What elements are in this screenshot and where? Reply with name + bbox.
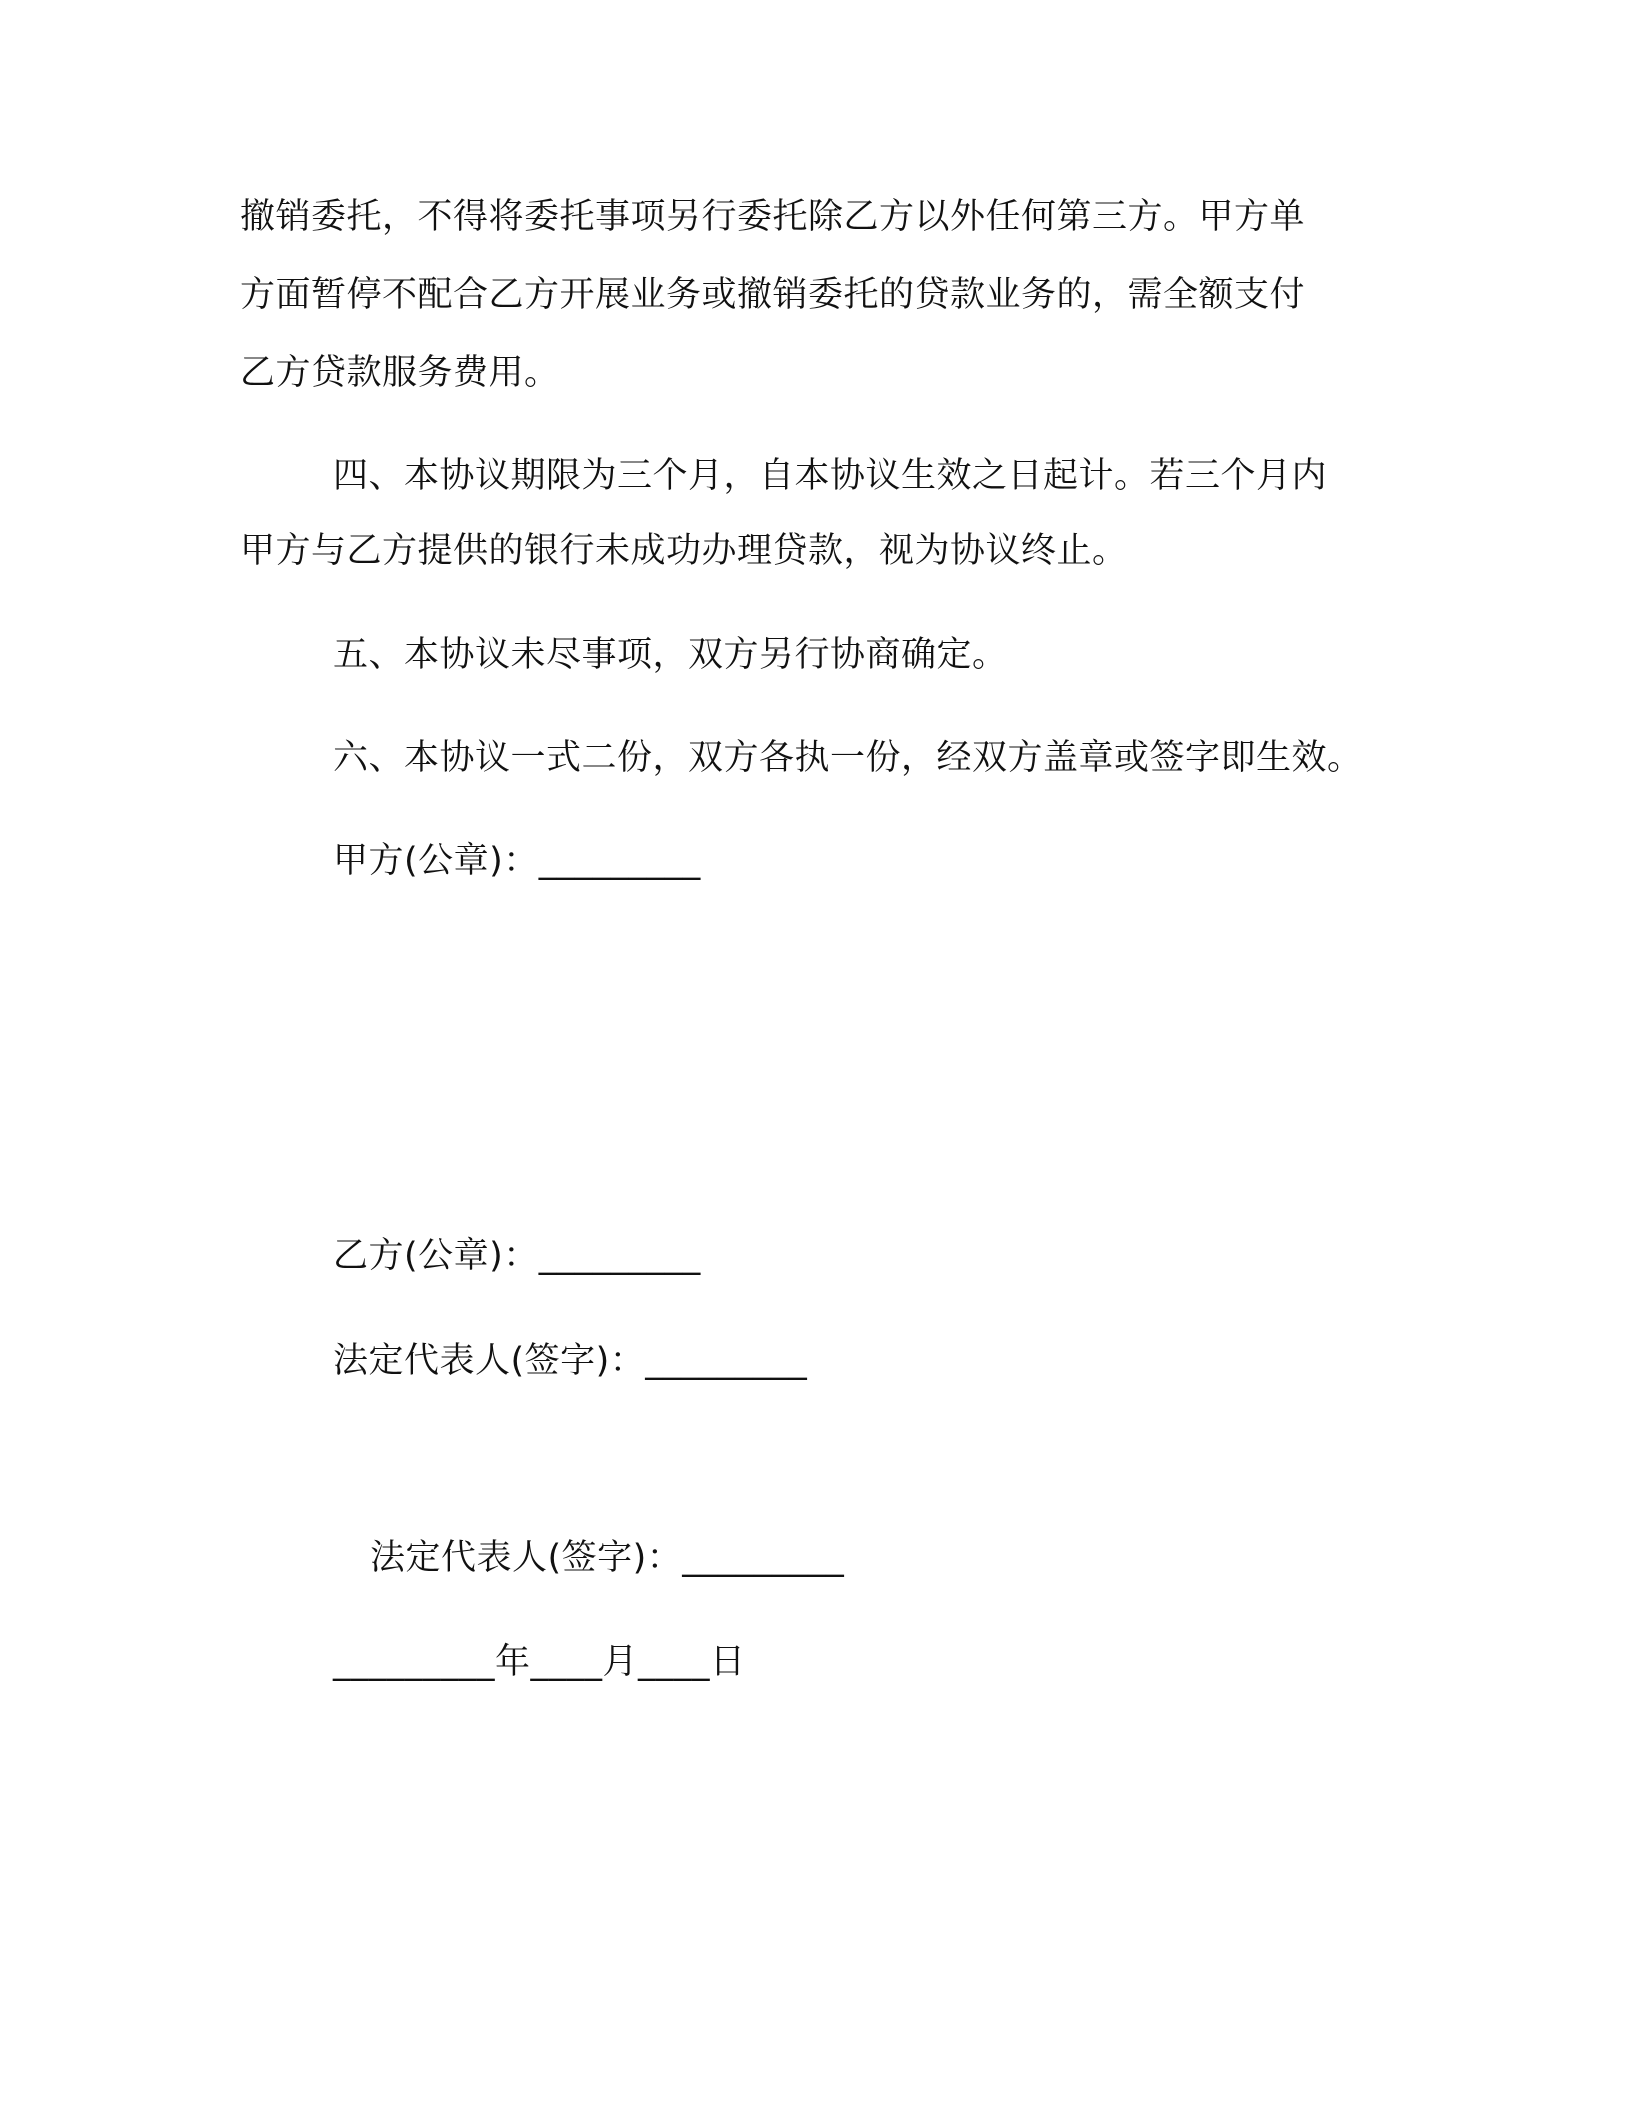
paragraph-3-line-1: 撤销委托，不得将委托事项另行委托除乙方以外任何第三方。甲方单 bbox=[240, 197, 1306, 237]
clause-4-line-1: 四、本协议期限为三个月，自本协议生效之日起计。若三个月内 bbox=[333, 456, 1328, 496]
clause-5: 五、本协议未尽事项，双方另行协商确定。 bbox=[333, 635, 1008, 675]
paragraph-3-line-2: 方面暂停不配合乙方开展业务或撤销委托的贷款业务的，需全额支付 bbox=[240, 275, 1306, 315]
clause-4-line-2: 甲方与乙方提供的银行未成功办理贷款，视为协议终止。 bbox=[240, 531, 1128, 571]
clause-6: 六、本协议一式二份，双方各执一份，经双方盖章或签字即生效。 bbox=[333, 738, 1363, 778]
date-line: _________年____月____日 bbox=[333, 1642, 746, 1682]
party-b-seal-line: 乙方(公章)：_________ bbox=[333, 1236, 701, 1276]
paragraph-3-line-3: 乙方贷款服务费用。 bbox=[240, 353, 560, 393]
legal-representative-signature-line-1: 法定代表人(签字)：_________ bbox=[333, 1341, 808, 1381]
legal-representative-signature-line-2: 法定代表人(签字)：_________ bbox=[370, 1538, 845, 1578]
party-a-seal-line: 甲方(公章)：_________ bbox=[333, 841, 701, 881]
